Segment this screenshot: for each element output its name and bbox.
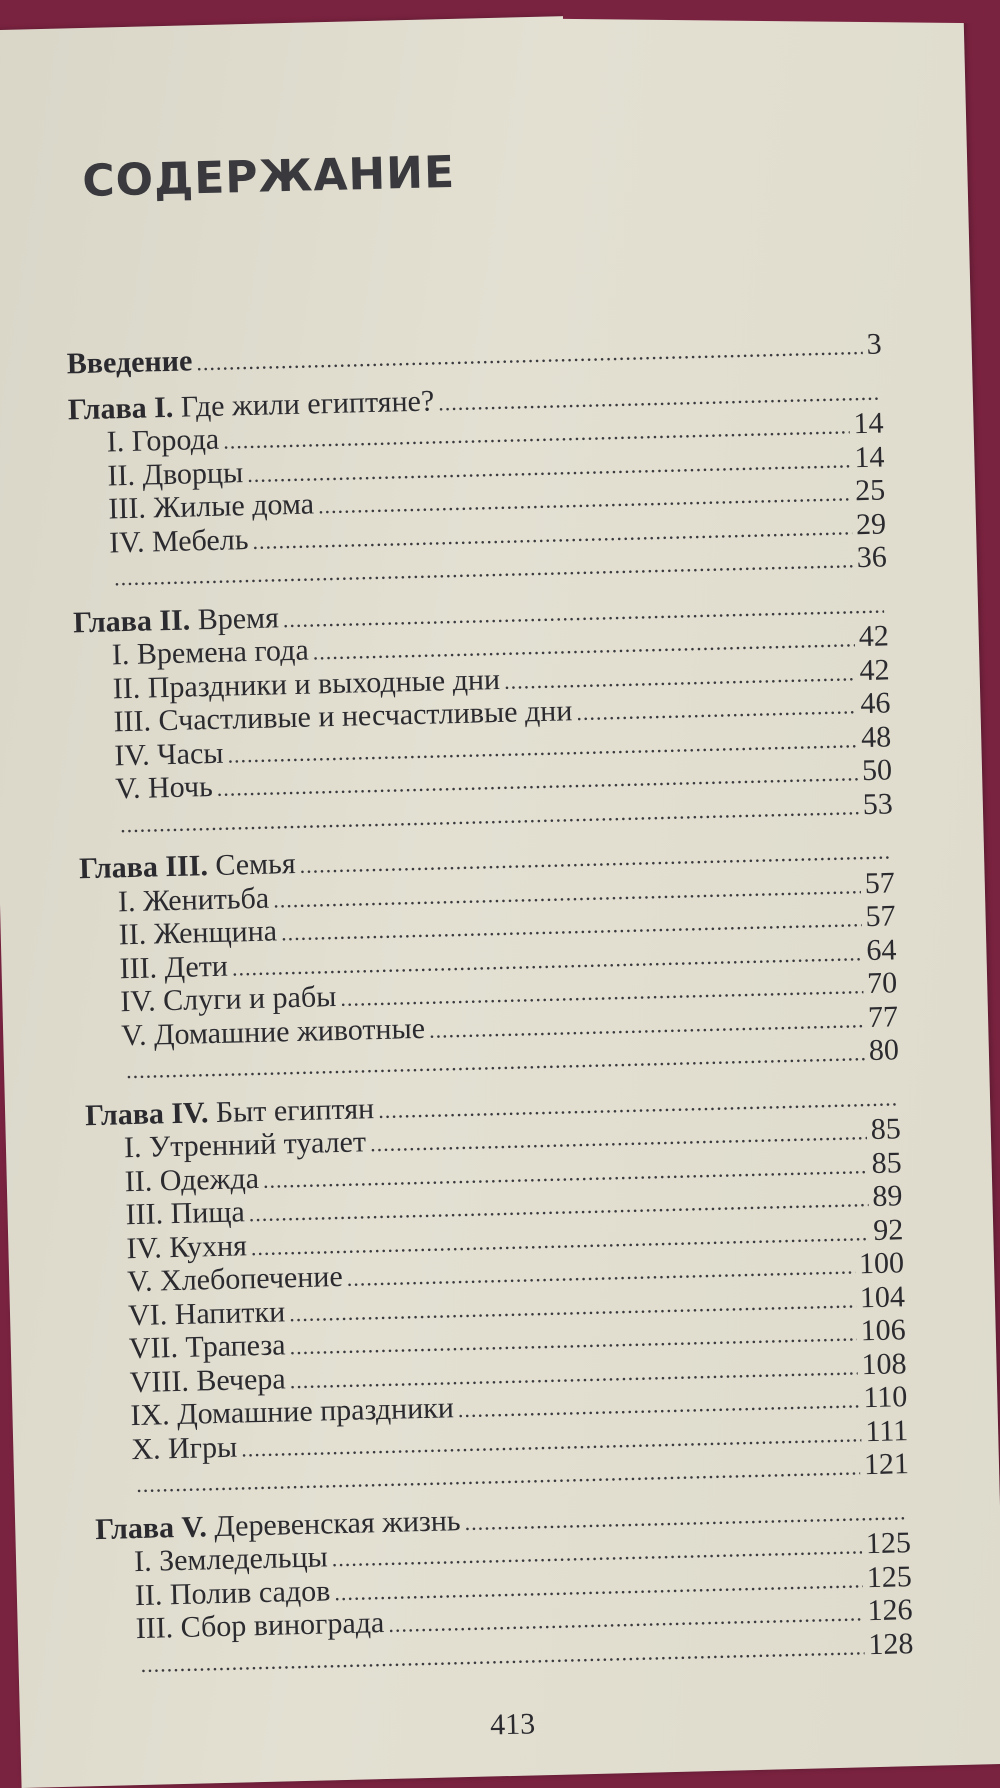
chapter-title	[73, 602, 279, 639]
toc-page-number: 77	[867, 999, 899, 1034]
book-page	[0, 6, 1000, 1788]
section-title: II. Женщина	[118, 914, 278, 952]
toc-page-number: 14	[853, 439, 885, 474]
toc-page-number: 104	[859, 1279, 906, 1314]
section-title: V. Домашние животные	[120, 1011, 426, 1052]
chapter-prefix: Глава II.	[72, 602, 191, 639]
section-title: IX. Домашние праздники	[130, 1391, 455, 1433]
toc-page-number: 50	[861, 753, 893, 788]
section-title: VII. Трапеза	[128, 1328, 286, 1366]
toc-page-number: 53	[862, 786, 894, 821]
cover-edge	[563, 0, 983, 23]
chapter-prefix: Глава IV.	[84, 1095, 209, 1132]
toc-page-number: 14	[853, 406, 884, 441]
section-title: IV. Часы	[113, 736, 224, 772]
section-title: III. Дети	[119, 949, 229, 985]
chapter-prefix: Глава V.	[94, 1509, 208, 1546]
section-title: II. Дворцы	[107, 455, 244, 492]
section-title: IV. Кухня	[126, 1228, 248, 1265]
chapter-block	[68, 374, 888, 595]
chapter-block	[85, 1080, 910, 1502]
section-title: II. Одежда	[124, 1161, 260, 1198]
section-title: VI. Напитки	[127, 1294, 286, 1332]
section-title: II. Полив садов	[134, 1573, 331, 1612]
toc-page-number: 42	[858, 619, 890, 654]
toc-page-number: 36	[856, 540, 888, 575]
section-title: I. Женитьба	[117, 881, 270, 918]
toc-page-number: 125	[866, 1559, 913, 1594]
toc-page-number: 121	[863, 1447, 910, 1482]
section-title: I. Земледельцы	[133, 1540, 329, 1579]
toc-page-number: 126	[867, 1593, 913, 1628]
section-title: II. Праздники и выходные дни	[112, 662, 501, 705]
chapter-name: Где жили египтяне?	[180, 383, 435, 424]
section-title: IV. Слуги и рабы	[120, 980, 337, 1019]
section-title: III. Счастливые и несчастливые дни	[113, 694, 573, 739]
chapter-block	[95, 1494, 914, 1681]
toc-page-number: 111	[864, 1413, 909, 1448]
section-title: III. Пища	[125, 1195, 246, 1232]
toc-page-number: 89	[872, 1179, 903, 1213]
section-title: I. Утренний туалет	[123, 1125, 367, 1165]
section-title: III. Сбор винограда	[135, 1606, 385, 1646]
toc-page-number: 57	[865, 899, 896, 934]
toc-page-number: 29	[855, 506, 887, 541]
toc-page-number: 3	[866, 327, 882, 361]
toc-page-number: 57	[864, 865, 896, 900]
toc-page-number: 46	[859, 686, 891, 721]
toc-page-number: 48	[860, 719, 892, 754]
chapter-name: Деревенская жизнь	[213, 1503, 461, 1543]
chapter-list	[68, 374, 914, 1681]
section-title: X. Игры	[130, 1430, 238, 1466]
chapter-name: Время	[197, 600, 280, 636]
chapter-prefix: Глава I.	[67, 390, 174, 426]
chapter-title	[79, 848, 296, 885]
section-title: III. Жилые дома	[107, 487, 315, 526]
toc-entry-label: Введение	[66, 344, 193, 381]
toc-page-number: 125	[865, 1526, 912, 1561]
toc-page-number: 92	[872, 1212, 904, 1247]
toc-page-number: 106	[860, 1313, 907, 1348]
toc-page-number: 100	[858, 1246, 905, 1281]
section-title: IV. Мебель	[108, 522, 249, 559]
toc-page-number: 85	[871, 1145, 902, 1180]
table-of-contents	[66, 329, 914, 1694]
toc-page-number: 70	[866, 966, 898, 1001]
chapter-name: Семья	[214, 846, 296, 882]
chapter-block	[73, 587, 893, 841]
toc-page-number: 42	[859, 652, 890, 687]
dot-leader	[196, 329, 863, 379]
section-title: V. Ночь	[114, 769, 214, 806]
toc-page-number: 128	[867, 1626, 914, 1661]
section-title: VIII. Вечера	[129, 1361, 287, 1399]
toc-page-number: 85	[870, 1112, 902, 1147]
toc-page-number: 80	[868, 1033, 900, 1068]
toc-entry-intro	[66, 329, 882, 382]
contents-heading: СОДЕРЖАНИЕ	[81, 146, 456, 207]
chapter-name: Быт египтян	[215, 1091, 375, 1129]
chapter-prefix: Глава III.	[78, 849, 209, 886]
section-title: V. Хлебопечение	[126, 1259, 344, 1299]
toc-page-number: 25	[854, 473, 886, 508]
section-title: I. Времена года	[111, 633, 310, 672]
page-number: 413	[489, 1707, 536, 1742]
section-title: I. Города	[106, 422, 220, 459]
toc-page-number: 64	[865, 932, 897, 967]
chapter-block	[79, 833, 899, 1087]
toc-page-number: 108	[861, 1346, 907, 1381]
toc-page-number: 110	[863, 1380, 908, 1415]
